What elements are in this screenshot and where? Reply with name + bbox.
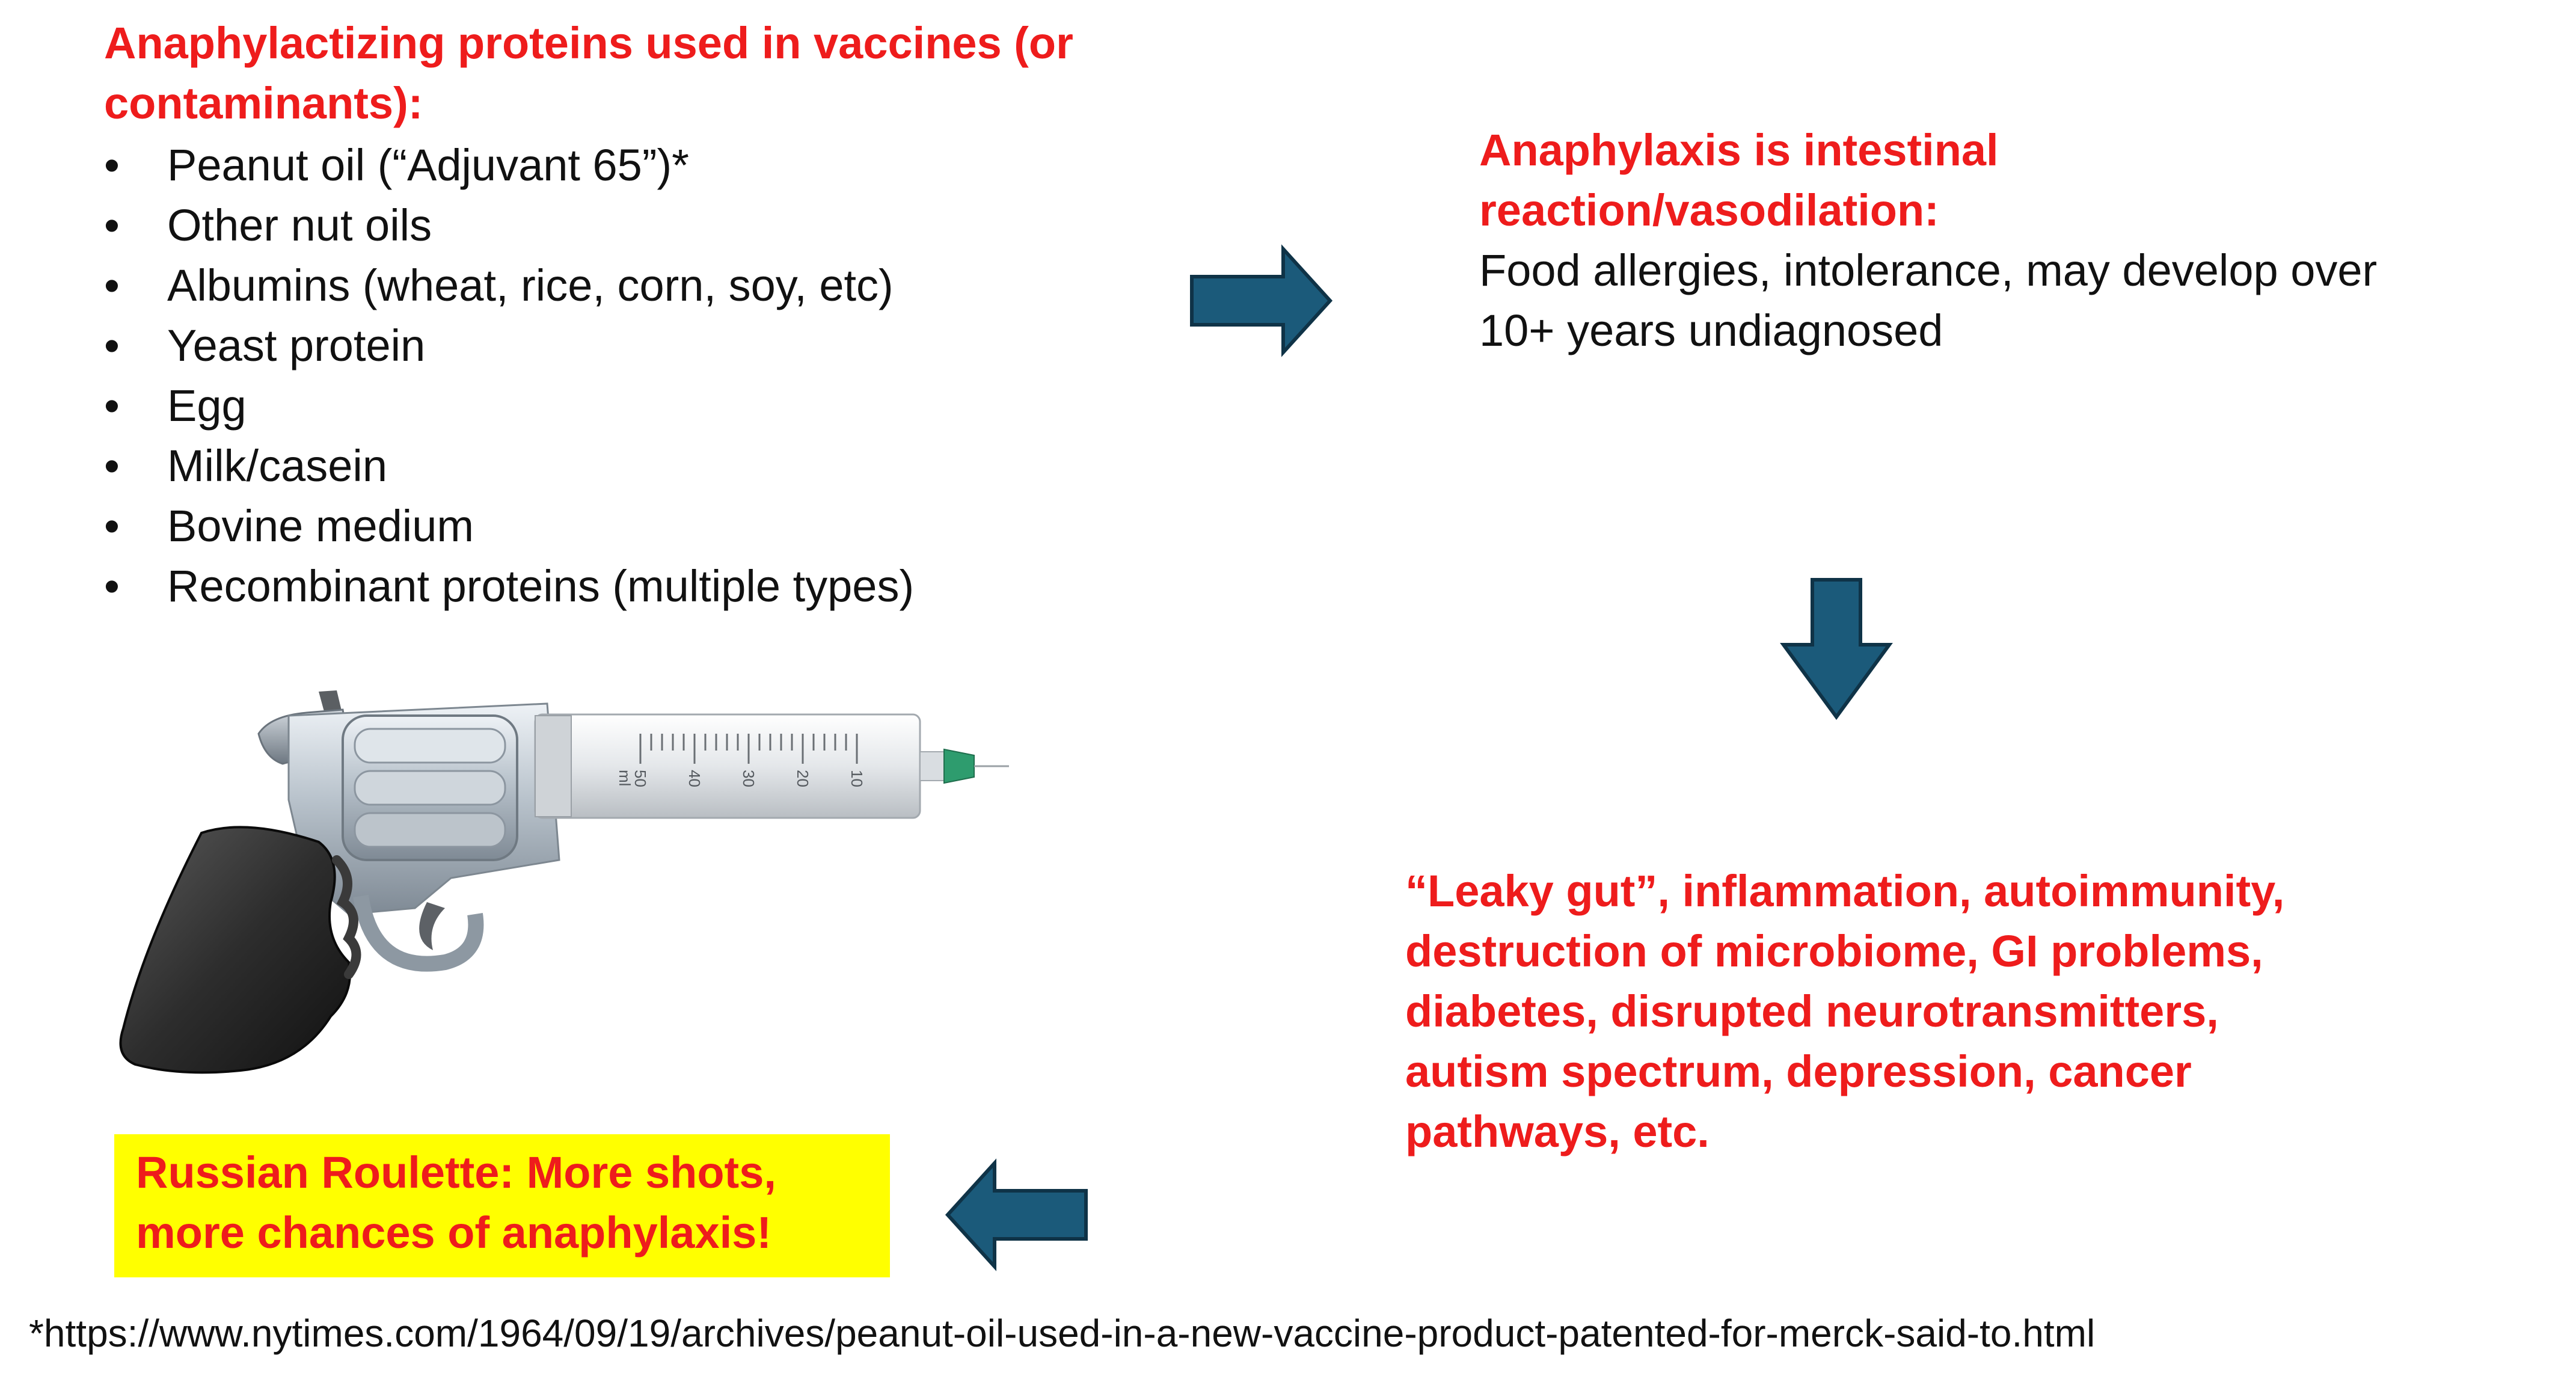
syringe-scale-label: 20 bbox=[794, 770, 812, 787]
effects-text: “Leaky gut”, inflammation, autoimmunity, destruction of microbiome, GI problems, diabetes, disrupted neurotransmitters, autism spectrum, depression, cancer pathways, etc. bbox=[1405, 866, 2285, 1156]
list-item-text: Other nut oils bbox=[167, 200, 432, 250]
revolver-syringe-icon bbox=[90, 680, 1010, 1089]
proteins-heading: Anaphylactizing proteins used in vaccines (or contaminants): bbox=[104, 18, 1073, 128]
arrow-right-icon bbox=[1189, 247, 1334, 355]
bullet: • bbox=[104, 501, 120, 551]
protein-list bbox=[104, 135, 1126, 616]
bullet: • bbox=[104, 200, 120, 250]
list-item bbox=[104, 376, 1126, 436]
bullet: • bbox=[104, 561, 120, 611]
bullet: • bbox=[104, 381, 120, 431]
list-item-text: Milk/casein bbox=[167, 441, 387, 491]
list-item bbox=[104, 316, 1126, 376]
list-item bbox=[104, 195, 1126, 256]
anaphylaxis-heading: Anaphylaxis is intestinal reaction/vasodilation: bbox=[1479, 125, 1999, 235]
syringe-scale-label: 10 bbox=[848, 770, 866, 787]
list-item-text: Peanut oil (“Adjuvant 65”)* bbox=[167, 140, 689, 190]
syringe-scale-label: 30 bbox=[740, 770, 758, 787]
list-item-text: Albumins (wheat, rice, corn, soy, etc) bbox=[167, 260, 894, 310]
list-item bbox=[104, 135, 1126, 195]
arrow-left-icon bbox=[944, 1161, 1088, 1269]
list-item-text: Recombinant proteins (multiple types) bbox=[167, 561, 915, 611]
bullet: • bbox=[104, 140, 120, 190]
bullet: • bbox=[104, 321, 120, 370]
arrow-down-icon bbox=[1781, 577, 1892, 719]
bullet: • bbox=[104, 441, 120, 491]
list-item bbox=[104, 256, 1126, 316]
list-item-text: Bovine medium bbox=[167, 501, 474, 551]
anaphylaxis-body: Food allergies, intolerance, may develop over 10+ years undiagnosed bbox=[1479, 245, 2378, 355]
roulette-text: Russian Roulette: More shots, more chances of anaphylaxis! bbox=[136, 1147, 776, 1258]
list-item bbox=[104, 496, 1126, 556]
roulette-callout bbox=[114, 1134, 890, 1277]
syringe-unit-label: ml bbox=[616, 770, 634, 787]
list-item bbox=[104, 556, 1126, 616]
list-item-text: Yeast protein bbox=[167, 321, 426, 370]
syringe-scale-label: 50 bbox=[631, 770, 649, 787]
syringe-scale-label: 40 bbox=[685, 770, 704, 787]
footnote: *https://www.nytimes.com/1964/09/19/archives/peanut-oil-used-in-a-new-vaccine-product-patented-for-merck-said-to.html bbox=[29, 1312, 2096, 1355]
list-item bbox=[104, 436, 1126, 496]
list-item-text: Egg bbox=[167, 381, 247, 431]
bullet: • bbox=[104, 260, 120, 310]
